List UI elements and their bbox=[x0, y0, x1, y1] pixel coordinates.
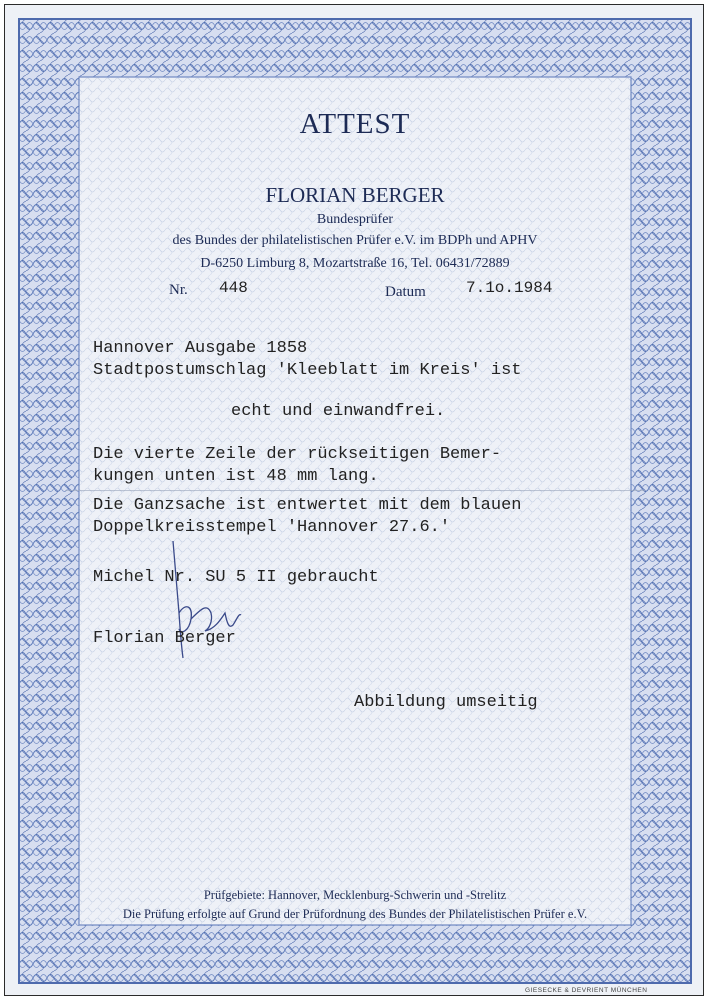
footer-test-areas: Prüfgebiete: Hannover, Mecklenburg-Schwerin und -Strelitz bbox=[203, 888, 507, 902]
printer-imprint: GIESECKE & DEVRIENT MÜNCHEN bbox=[525, 987, 648, 994]
number-value: 448 bbox=[219, 279, 248, 297]
issuer-name: FLORIAN BERGER bbox=[265, 183, 445, 207]
enclosure-note: Abbildung umseitig bbox=[354, 693, 538, 712]
certificate-page bbox=[4, 4, 704, 996]
signer-name: Florian Berger bbox=[93, 629, 236, 648]
body-line-6: Die Ganzsache ist entwertet mit dem blauen bbox=[93, 496, 522, 515]
body-line-4: Die vierte Zeile der rückseitigen Bemer- bbox=[93, 445, 502, 464]
body-line-1: Hannover Ausgabe 1858 bbox=[93, 339, 308, 358]
document-title: ATTEST bbox=[299, 108, 411, 140]
body-line-2: Stadtpostumschlag 'Kleeblatt im Kreis' ist bbox=[93, 361, 522, 380]
date-label: Datum bbox=[385, 284, 426, 300]
issuer-affiliation: des Bundes der philatelistischen Prüfer e.V. im BDPh und APHV bbox=[172, 233, 538, 248]
body-line-8: Michel Nr. SU 5 II gebraucht bbox=[93, 568, 379, 587]
body-line-7: Doppelkreisstempel 'Hannover 27.6.' bbox=[93, 518, 451, 537]
body-line-5: kungen unten ist 48 mm lang. bbox=[93, 467, 379, 486]
number-label: Nr. bbox=[169, 282, 188, 298]
issuer-role: Bundesprüfer bbox=[316, 212, 394, 227]
fold-line bbox=[65, 490, 645, 491]
footer-test-basis: Die Prüfung erfolgte auf Grund der Prüfordnung des Bundes der Philatelistischen Prüfer e.V. bbox=[122, 907, 588, 921]
date-value: 7.1o.1984 bbox=[466, 279, 553, 297]
body-line-3: echt und einwandfrei. bbox=[231, 402, 446, 421]
issuer-address: D-6250 Limburg 8, Mozartstraße 16, Tel. 06431/72889 bbox=[200, 256, 510, 271]
